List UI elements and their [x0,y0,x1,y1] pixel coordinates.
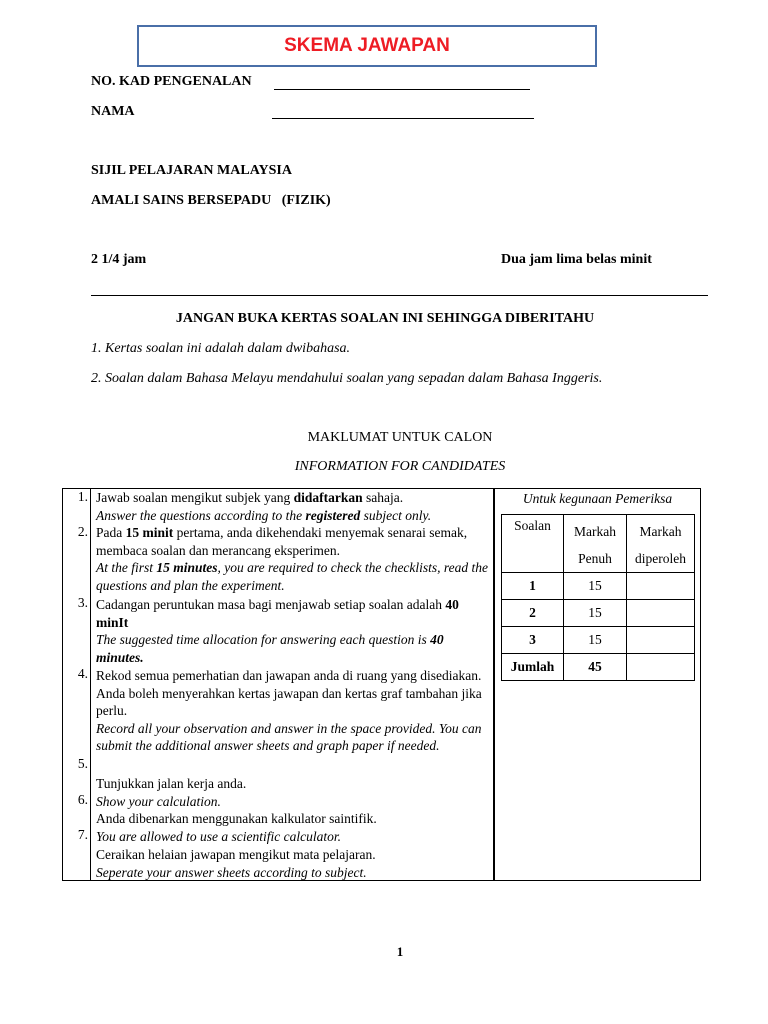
instruction-number: 2. [77,524,88,539]
instruction-3: Cadangan peruntukan masa bagi menjawab setiap soalan adalah 40 minIt The suggested time allocation for answering each question is 40 minutes. [96,597,459,665]
exam-title: SIJIL PELAJARAN MALAYSIA [91,163,292,178]
total-label: Jumlah [502,654,564,681]
instruction-6: Anda dibenarkan menggunakan kalkulator saintifik. You are allowed to use a scientific calculator. [96,811,377,844]
question-number: 2 [502,600,564,627]
warning-text: JANGAN BUKA KERTAS SOALAN INI SEHINGGA DIBERITAHU [175,311,595,326]
marks-obtained[interactable] [627,573,695,600]
instruction-1: Jawab soalan mengikut subjek yang didaftarkan sahaja. Answer the questions according to the registered subject only. [96,490,432,523]
info-title-ms: MAKLUMAT UNTUK CALON [307,430,493,445]
marks-obtained[interactable] [627,627,695,654]
full-marks: 15 [564,573,627,600]
answer-scheme-banner [137,25,597,67]
instruction-number: 5. [77,756,88,771]
instruction-number: 6. [77,792,88,807]
total-value: 45 [564,654,627,681]
marks-total-row [502,654,695,681]
duration-short: 2 1/4 jam [91,252,147,267]
instruction-2: Pada 15 minit pertama, anda dikehendaki menyemak senarai semak, membaca soalan dan merancang eksperimen. At the first 15 minutes, you are required to check the checklists, read the questions and plan the experiment. [96,525,489,593]
instruction-number: 1. [77,489,88,504]
instruction-number: 4. [77,666,88,681]
notice-line-2: 2. Soalan dalam Bahasa Melayu mendahului soalan yang sepadan dalam Bahasa Inggeris. [91,371,603,386]
header-divider [91,295,708,296]
instruction-4: Rekod semua pemerhatian dan jawapan anda di ruang yang disediakan. Anda boleh menyerahkan kertas jawapan dan kertas graf tambahan jika perlu. Record all your observation and answer in the space provided. You can submit the additional answer sheets and graph paper if needed. [96,668,482,753]
subject-title: AMALI SAINS BERSEPADU (FIZIK) [91,193,331,208]
col-markah-diperoleh: Markah diperoleh [627,515,695,573]
col-markah-penuh: Markah Penuh [564,515,627,573]
instruction-7: Ceraikan helaian jawapan mengikut mata pelajaran. Seperate your answer sheets according to subject. [96,847,376,880]
instruction-number: 3. [77,595,88,610]
col-soalan: Soalan [502,515,564,573]
examiner-title: Untuk kegunaan Pemeriksa [522,491,673,506]
marks-row [502,573,695,600]
full-marks: 15 [564,627,627,654]
full-marks: 15 [564,600,627,627]
marks-table [501,514,695,681]
page-number: 1 [396,944,404,959]
marks-header-row [502,515,695,573]
duration-long: Dua jam lima belas minit [501,252,652,267]
id-answer-line [274,89,530,90]
name-answer-line [272,118,534,119]
instruction-number-column [62,488,91,881]
total-obtained[interactable] [627,654,695,681]
marks-row [502,600,695,627]
instruction-5: Tunjukkan jalan kerja anda. Show your calculation. [96,776,247,809]
name-label: NAMA [91,104,135,119]
instruction-number: 7. [77,827,88,842]
info-title-en: INFORMATION FOR CANDIDATES [294,459,506,474]
notice-line-1: 1. Kertas soalan ini adalah dalam dwibahasa. [91,341,351,356]
banner-title: SKEMA JAWAPAN [284,35,450,56]
question-number: 3 [502,627,564,654]
marks-row [502,627,695,654]
id-label: NO. KAD PENGENALAN [91,74,252,89]
marks-obtained[interactable] [627,600,695,627]
question-number: 1 [502,573,564,600]
